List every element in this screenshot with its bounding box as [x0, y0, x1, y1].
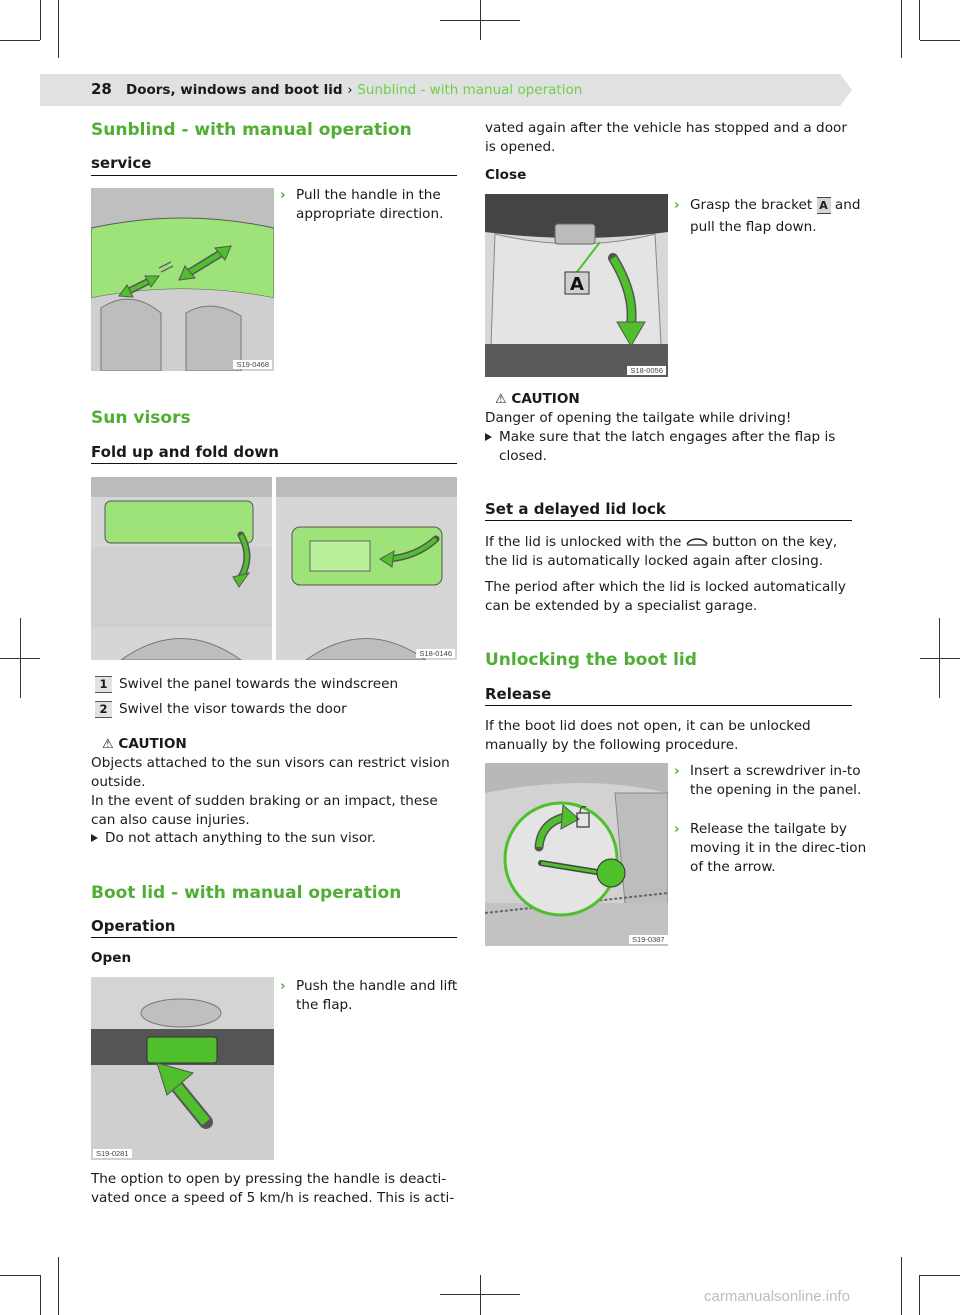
sunblind-figure — [91, 188, 274, 371]
chevron-right-icon: › — [280, 187, 286, 203]
bullet-triangle-icon — [91, 834, 98, 842]
page-number: 28 — [91, 80, 112, 98]
visor-figure-left — [91, 477, 272, 660]
bootlid-paragraph-continued: vated again after the vehicle has stopped and a door — [485, 120, 847, 136]
step-text: Release the tailgate by moving it in the direc-tion of the arrow. — [690, 821, 867, 875]
bootlid-subtitle: Operation — [91, 917, 176, 935]
unlocking-figure — [485, 763, 668, 946]
delayed-paragraph-1 — [485, 533, 852, 571]
visor-figure-right — [276, 477, 457, 660]
watermark: carmanualsonline.info — [704, 1288, 850, 1305]
list-number-2: 2 — [95, 701, 112, 718]
sunblind-step — [280, 186, 468, 224]
caution-bullet — [485, 428, 865, 466]
step-text: and pull the flap down. — [690, 197, 861, 235]
open-label: Open — [91, 950, 132, 966]
warning-triangle-icon: ⚠ — [495, 392, 507, 407]
unlocking-subtitle: Release — [485, 685, 552, 703]
list-number-1: 1 — [95, 676, 112, 693]
caution-title: CAUTION — [118, 736, 187, 752]
paragraph-text: button on the key, the lid is automatically locked again after closing. — [485, 534, 838, 569]
caution-text-2: In the event of sudden braking or an impact, these can also cause injuries. — [91, 793, 438, 828]
letter-marker: A — [817, 197, 831, 214]
section-rule — [91, 937, 457, 938]
caution-heading — [102, 735, 187, 754]
delayed-paragraph-2: The period after which the lid is locked automatically can be extended by a specialist garage. — [485, 579, 846, 614]
caution-heading — [495, 390, 580, 409]
close-figure — [485, 194, 668, 377]
paragraph-text: If the lid is unlocked with the — [485, 534, 682, 550]
list-item: Swivel the panel towards the windscreen — [119, 676, 399, 692]
figure-code: S19-0281 — [93, 1149, 132, 1158]
chevron-right-icon: › — [674, 197, 680, 213]
breadcrumb-current: Sunblind - with manual operation — [357, 82, 583, 98]
bootlid-paragraph-continued: is opened. — [485, 139, 556, 155]
chevron-right-icon: › — [674, 763, 680, 779]
figure-code: S19-0387 — [629, 935, 668, 944]
figure-code: S19-0468 — [233, 360, 272, 369]
step-text: Insert a screwdriver in-to the opening in the panel. — [690, 763, 862, 798]
sunblind-title: Sunblind - with manual operation — [91, 120, 412, 140]
step-text: Pull the handle in the appropriate direction. — [296, 187, 444, 222]
delayed-subtitle: Set a delayed lid lock — [485, 500, 666, 518]
visors-subtitle: Fold up and fold down — [91, 443, 279, 461]
caution-text: Danger of opening the tailgate while driving! — [485, 410, 792, 426]
bootlid-paragraph-line: vated once a speed of 5 km/h is reached. This is acti- — [91, 1190, 455, 1206]
breadcrumb-section: Doors, windows and boot lid — [126, 82, 343, 98]
figure-code: S18-0056 — [627, 366, 666, 375]
unlocking-step-2 — [674, 820, 870, 877]
bootlid-step — [280, 977, 474, 1015]
sunblind-subtitle: service — [91, 154, 152, 172]
section-rule — [91, 175, 457, 176]
chevron-right-icon: › — [674, 821, 680, 837]
bullet-text: Make sure that the latch engages after the flap is closed. — [499, 429, 836, 464]
bootlid-open-figure — [91, 977, 274, 1160]
step-text: Push the handle and lift the flap. — [296, 978, 458, 1013]
bootlid-paragraph-line: The option to open by pressing the handle is deacti- — [91, 1171, 447, 1187]
unlocking-title: Unlocking the boot lid — [485, 650, 697, 670]
close-label: Close — [485, 167, 527, 183]
step-text: Grasp the bracket — [690, 197, 813, 213]
chevron-right-icon: › — [280, 978, 286, 994]
section-rule — [91, 463, 457, 464]
caution-bullet — [91, 829, 471, 848]
visors-title: Sun visors — [91, 408, 191, 428]
car-key-icon — [686, 537, 708, 547]
list-item: Swivel the visor towards the door — [119, 701, 347, 717]
close-step — [674, 194, 865, 238]
section-rule — [485, 705, 852, 706]
header-bar-tip — [840, 74, 852, 106]
unlocking-intro: If the boot lid does not open, it can be unlocked manually by the following procedure. — [485, 718, 811, 753]
bootlid-title: Boot lid - with manual operation — [91, 883, 402, 903]
section-rule — [485, 520, 852, 521]
figure-letter: A — [570, 274, 584, 295]
figure-code: S18-0146 — [416, 649, 455, 658]
bullet-triangle-icon — [485, 433, 492, 441]
warning-triangle-icon: ⚠ — [102, 737, 114, 752]
breadcrumb-separator: › — [347, 82, 353, 98]
unlocking-step-1 — [674, 762, 870, 800]
bullet-text: Do not attach anything to the sun visor. — [105, 830, 376, 846]
breadcrumb — [126, 82, 582, 98]
caution-text-1: Objects attached to the sun visors can restrict vision outside. — [91, 755, 450, 790]
caution-title: CAUTION — [511, 391, 580, 407]
